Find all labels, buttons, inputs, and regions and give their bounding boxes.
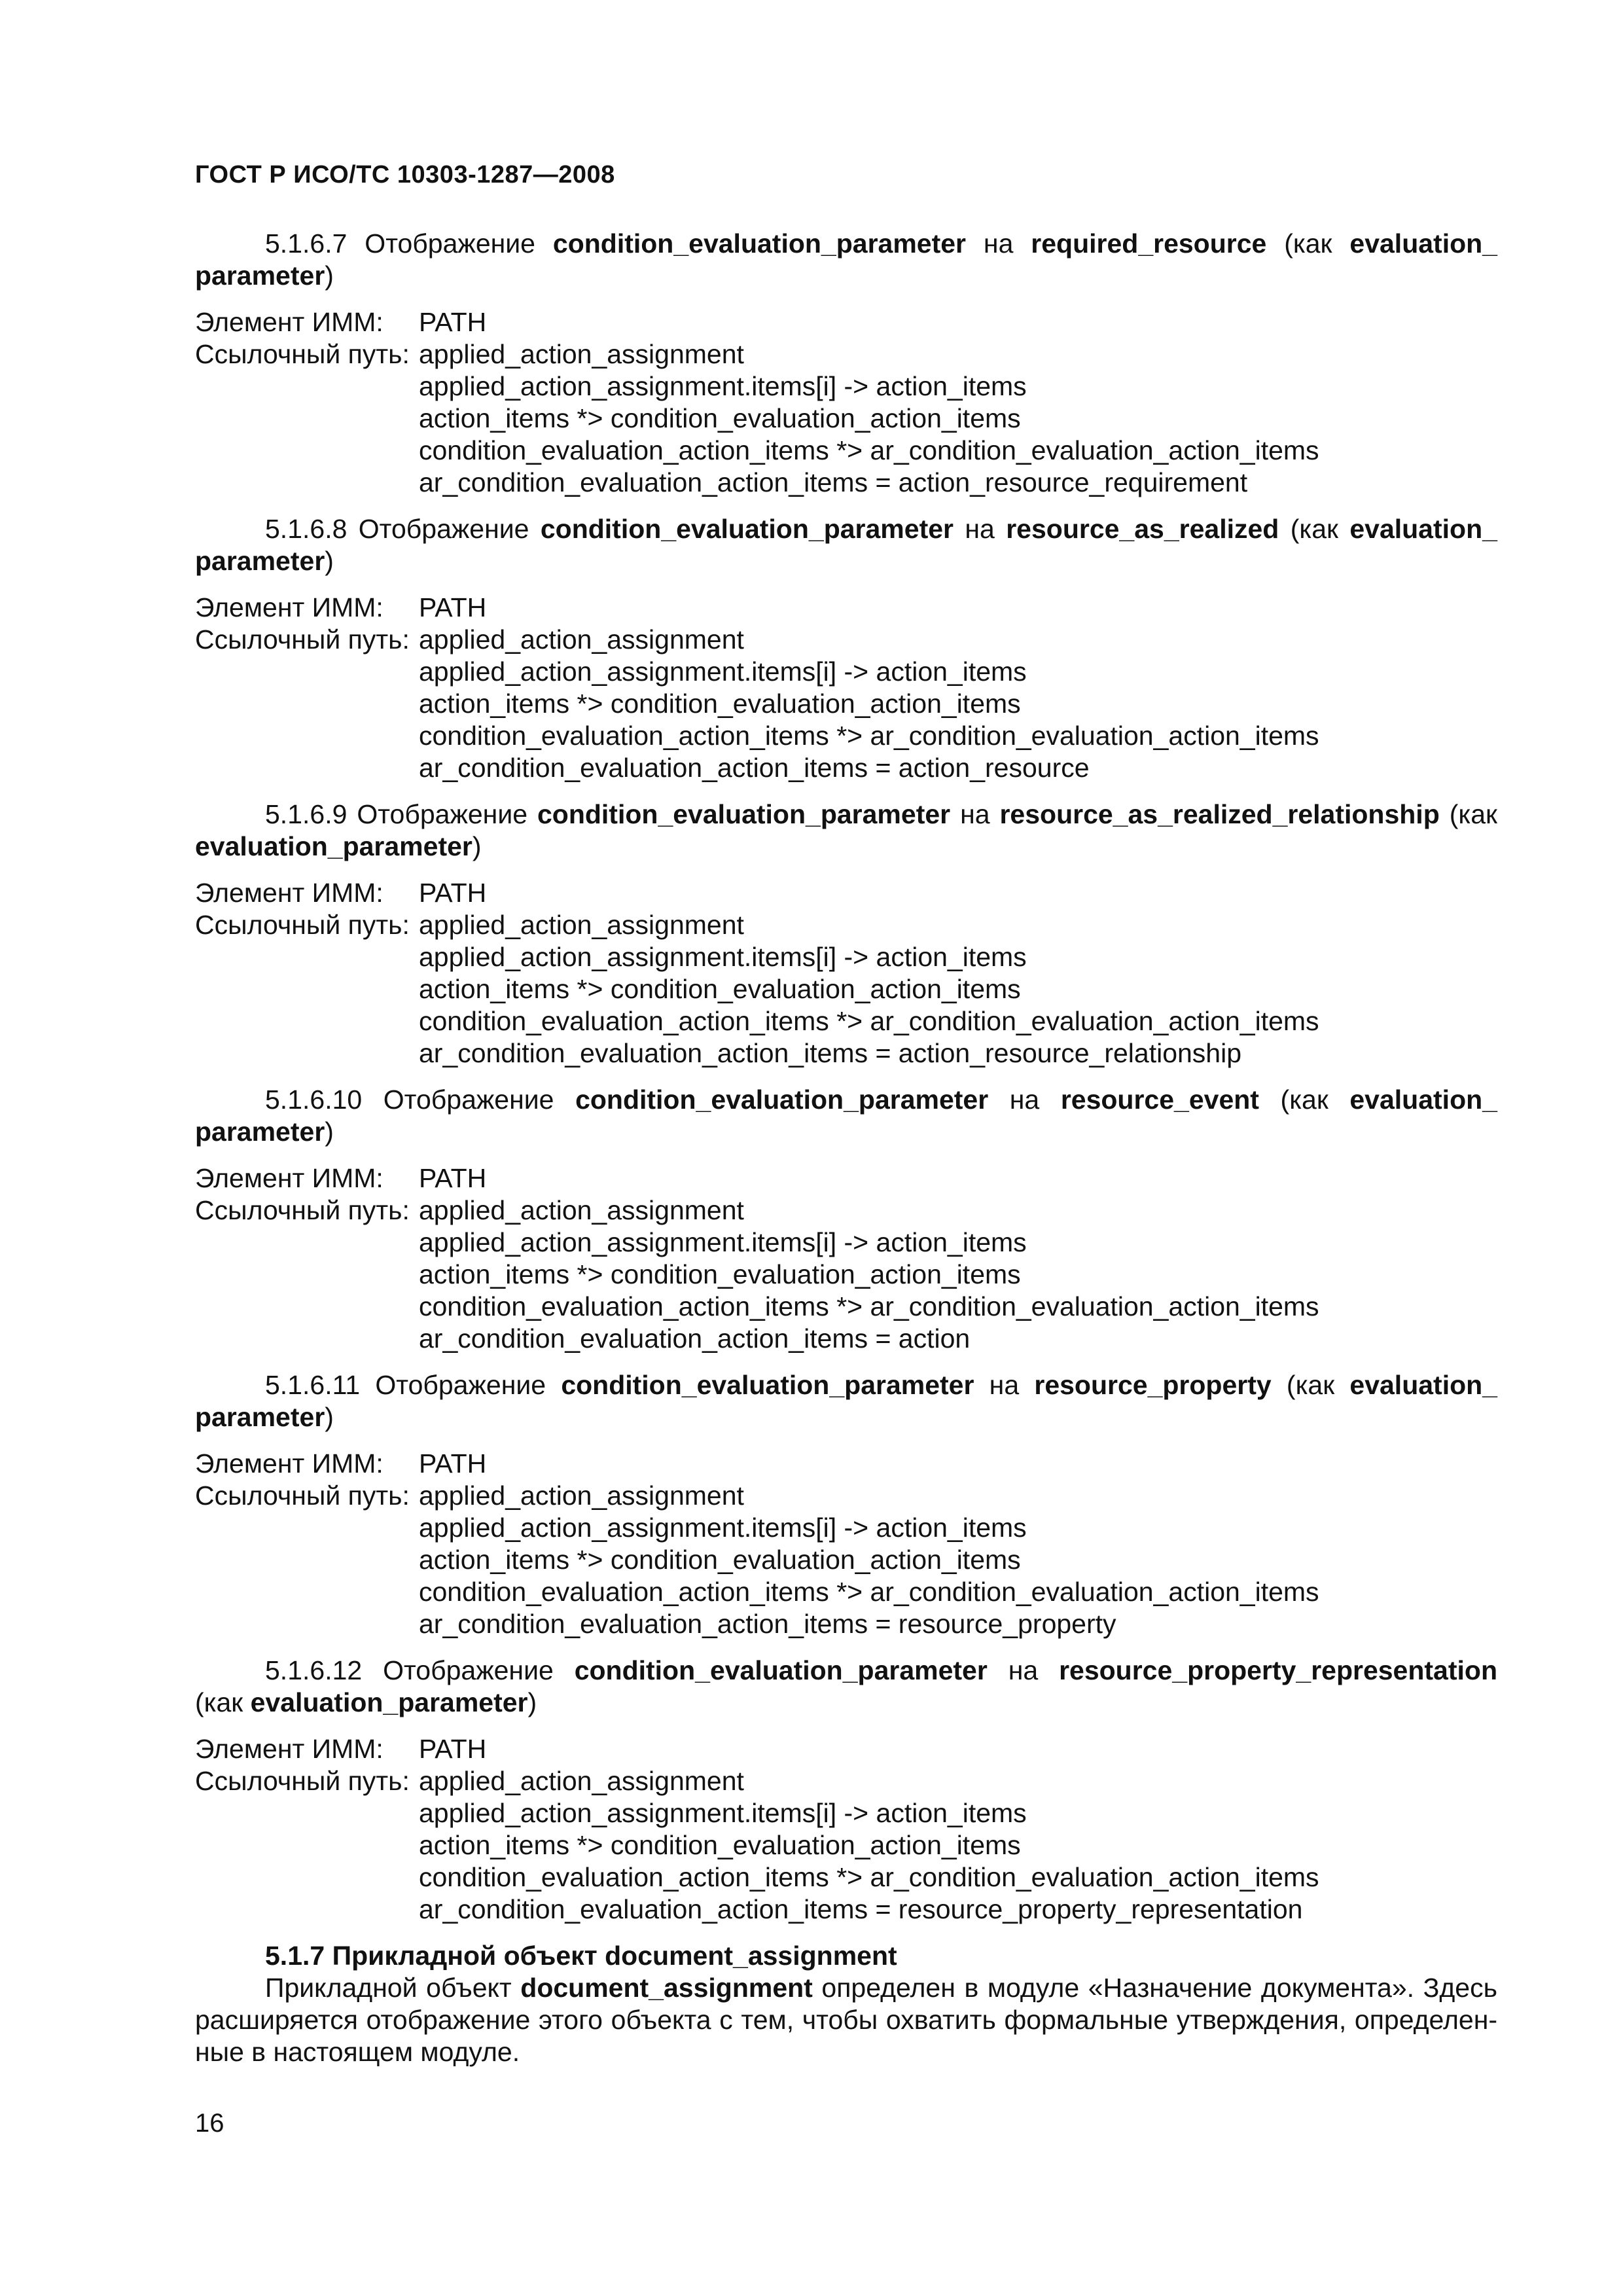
element-value: PATH <box>419 307 487 337</box>
ref-path-row <box>195 1765 1497 1797</box>
path-line: applied_action_assignment <box>419 1766 744 1796</box>
section-heading <box>195 798 1497 863</box>
path-line: condition_evaluation_action_items *> ar_condition_evaluation_action_items <box>419 721 1319 751</box>
path-line: action_items *> condition_evaluation_action_items <box>419 1259 1021 1289</box>
element-row <box>195 1448 1497 1480</box>
path-line: action_items *> condition_evaluation_action_items <box>419 403 1021 433</box>
ref-path-label: Ссылочный путь: <box>195 1480 410 1511</box>
path-line: applied_action_assignment.items[i] -> action_items <box>419 1513 1027 1543</box>
section-word: Отображение <box>358 514 529 544</box>
path-line: applied_action_assignment <box>419 910 744 940</box>
path-line: applied_action_assignment.items[i] -> action_items <box>419 1227 1027 1257</box>
path-line: condition_evaluation_action_items *> ar_condition_evaluation_action_items <box>419 1291 1319 1321</box>
preposition: на <box>1008 1655 1039 1685</box>
standard-header: ГОСТ Р ИСО/ТС 10303-1287—2008 <box>195 161 615 188</box>
target-entity: resource_property <box>1034 1370 1272 1400</box>
path-line: applied_action_assignment <box>419 1195 744 1225</box>
element-row <box>195 877 1497 909</box>
path-line: condition_evaluation_action_items *> ar_condition_evaluation_action_items <box>419 1862 1319 1892</box>
path-line: applied_action_assignment <box>419 1480 744 1511</box>
entity-name: condition_evaluation_parameter <box>561 1370 974 1400</box>
ref-path-label: Ссылочный путь: <box>195 910 410 940</box>
as-label: (как <box>195 1687 243 1717</box>
ref-path-label: Ссылочный путь: <box>195 339 410 369</box>
element-label: Элемент ИММ: <box>195 1163 383 1193</box>
close-paren: ) <box>325 1117 334 1147</box>
path-line: applied_action_assignment.items[i] -> action_items <box>419 1798 1027 1828</box>
as-label: (как <box>1286 1370 1335 1400</box>
element-value: PATH <box>419 878 487 908</box>
paragraph-text: Прикладной объект <box>265 1973 512 2003</box>
mapping-section <box>195 228 1497 499</box>
mapping-section <box>195 1369 1497 1640</box>
path-line: condition_evaluation_action_items *> ar_condition_evaluation_action_items <box>419 1006 1319 1036</box>
target-entity: required_resource <box>1031 228 1267 259</box>
entity-name: condition_evaluation_parameter <box>537 799 951 829</box>
preposition: на <box>983 228 1014 259</box>
mapping-section <box>195 798 1497 1069</box>
role-name: evaluation_parameter <box>250 1687 528 1717</box>
target-entity: resource_as_realized_relationship <box>999 799 1440 829</box>
section-number: 5.1.6.12 <box>265 1655 363 1685</box>
mapping-section <box>195 1655 1497 1926</box>
close-paren: ) <box>325 260 334 291</box>
path-line: applied_action_assignment <box>419 339 744 369</box>
path-line: applied_action_assignment.items[i] -> action_items <box>419 656 1027 687</box>
ref-path-row <box>195 1194 1497 1227</box>
element-label: Элемент ИММ: <box>195 1734 383 1764</box>
section-number: 5.1.6.11 <box>265 1370 361 1400</box>
element-value: PATH <box>419 1163 487 1193</box>
subsection-heading <box>195 1940 1497 1972</box>
ref-path-row <box>195 338 1497 370</box>
element-label: Элемент ИММ: <box>195 878 383 908</box>
element-row <box>195 1162 1497 1194</box>
path-line: applied_action_assignment.items[i] -> action_items <box>419 942 1027 972</box>
section-heading <box>195 1369 1497 1433</box>
as-label: (как <box>1290 514 1338 544</box>
as-label: (как <box>1280 1085 1329 1115</box>
as-label: (как <box>1284 228 1332 259</box>
element-label: Элемент ИММ: <box>195 307 383 337</box>
ref-path-label: Ссылочный путь: <box>195 1766 410 1796</box>
target-entity: resource_as_realized <box>1006 514 1279 544</box>
path-line: condition_evaluation_action_items *> ar_condition_evaluation_action_items <box>419 1577 1319 1607</box>
preposition: на <box>960 799 990 829</box>
subsection-number: 5.1.7 <box>265 1941 325 1971</box>
path-line: ar_condition_evaluation_action_items = action_resource_relationship <box>419 1038 1242 1068</box>
page-number: 16 <box>195 2109 224 2138</box>
role-name: evaluation_ parameter <box>195 1370 1497 1432</box>
role-name: evaluation_ parameter <box>195 228 1497 291</box>
mapping-section <box>195 513 1497 784</box>
path-line: action_items *> condition_evaluation_action_items <box>419 974 1021 1004</box>
close-paren: ) <box>527 1687 537 1717</box>
element-row <box>195 592 1497 624</box>
target-entity: resource_event <box>1060 1085 1259 1115</box>
path-line: action_items *> condition_evaluation_action_items <box>419 1830 1021 1860</box>
paragraph-entity: document_assignment <box>520 1973 813 2003</box>
ref-path-row <box>195 1480 1497 1512</box>
section-number: 5.1.6.10 <box>265 1085 363 1115</box>
target-entity: resource_property_representation <box>1059 1655 1497 1685</box>
close-paren: ) <box>472 831 482 861</box>
ref-path-label: Ссылочный путь: <box>195 1195 410 1225</box>
section-heading <box>195 1084 1497 1148</box>
section-number: 5.1.6.7 <box>265 228 348 259</box>
preposition: на <box>1009 1085 1040 1115</box>
path-line: ar_condition_evaluation_action_items = resource_property_representation <box>419 1894 1303 1924</box>
document-body <box>195 228 1497 2068</box>
section-heading <box>195 1655 1497 1719</box>
entity-name: condition_evaluation_parameter <box>552 228 967 259</box>
element-row <box>195 1733 1497 1765</box>
subsection-title: Прикладной объект document_assignment <box>332 1941 897 1971</box>
entity-name: condition_evaluation_parameter <box>574 1655 988 1685</box>
element-label: Элемент ИММ: <box>195 1448 383 1479</box>
section-number: 5.1.6.9 <box>265 799 348 829</box>
section-heading <box>195 228 1497 292</box>
as-label: (как <box>1449 799 1497 829</box>
section-word: Отображение <box>375 1370 546 1400</box>
section-word: Отображение <box>365 228 535 259</box>
close-paren: ) <box>325 1402 334 1432</box>
entity-name: condition_evaluation_parameter <box>575 1085 989 1115</box>
role-name: evaluation_ parameter <box>195 1085 1497 1147</box>
entity-name: condition_evaluation_parameter <box>540 514 954 544</box>
section-word: Отображение <box>383 1085 554 1115</box>
path-line: ar_condition_evaluation_action_items = resource_property <box>419 1609 1116 1639</box>
mapping-section <box>195 1084 1497 1355</box>
ref-path-row <box>195 624 1497 656</box>
body-paragraph <box>195 1972 1497 2068</box>
section-word: Отображение <box>383 1655 554 1685</box>
path-line: condition_evaluation_action_items *> ar_condition_evaluation_action_items <box>419 435 1319 465</box>
role-name: evaluation_parameter <box>195 831 473 861</box>
path-line: applied_action_assignment <box>419 624 744 655</box>
role-name: evaluation_ parameter <box>195 514 1497 576</box>
element-label: Элемент ИММ: <box>195 592 383 622</box>
path-line: applied_action_assignment.items[i] -> action_items <box>419 371 1027 401</box>
path-line: action_items *> condition_evaluation_action_items <box>419 1545 1021 1575</box>
element-row <box>195 306 1497 338</box>
section-word: Отображение <box>357 799 528 829</box>
close-paren: ) <box>325 546 334 576</box>
path-line: ar_condition_evaluation_action_items = action <box>419 1323 971 1354</box>
element-value: PATH <box>419 1734 487 1764</box>
preposition: на <box>989 1370 1020 1400</box>
path-line: action_items *> condition_evaluation_action_items <box>419 689 1021 719</box>
path-line: ar_condition_evaluation_action_items = action_resource_requirement <box>419 467 1248 497</box>
path-line: ar_condition_evaluation_action_items = action_resource <box>419 753 1090 783</box>
ref-path-row <box>195 909 1497 941</box>
section-heading <box>195 513 1497 577</box>
ref-path-label: Ссылочный путь: <box>195 624 410 655</box>
section-number: 5.1.6.8 <box>265 514 348 544</box>
element-value: PATH <box>419 592 487 622</box>
paragraph-text: определен в модуле «Назначение документа». Здесь расширяется отображение этого объекта с тем, чтобы охватить формальные утверждения, определен-ные в настоящем модуле. <box>195 1973 1497 2067</box>
element-value: PATH <box>419 1448 487 1479</box>
preposition: на <box>965 514 995 544</box>
